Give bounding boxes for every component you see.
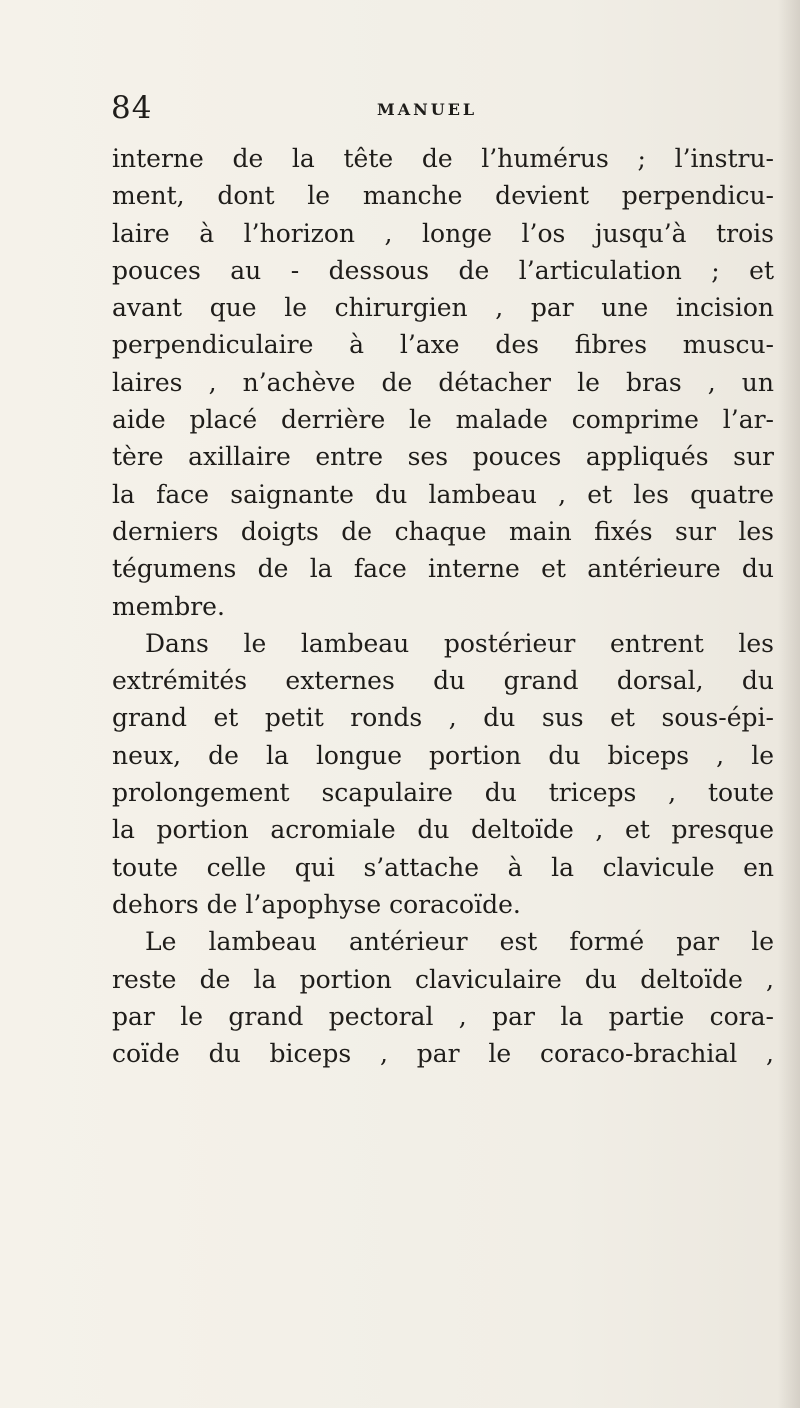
text-line: la portion acromiale du deltoïde , et presque (112, 815, 774, 845)
paragraph-end-line: membre. (112, 591, 225, 621)
text-line: coïde du biceps , par le coraco-brachial , (112, 1039, 774, 1069)
text-line: toute celle qui s’attache à la clavicule en (112, 852, 774, 882)
text-line: la face saignante du lambeau , et les quatre (112, 479, 774, 509)
page-header (111, 88, 691, 128)
text-line: laires , n’achève de détacher le bras , un (112, 367, 774, 397)
page-number: 84 (111, 90, 153, 126)
text-line: reste de la portion claviculaire du deltoïde , (112, 964, 774, 994)
page-edge-shadow (778, 0, 800, 1408)
running-head: MANUEL (377, 100, 478, 119)
text-line: perpendiculaire à l’axe des fibres muscu- (112, 330, 774, 360)
text-line: ment, dont le manche devient perpendicu- (112, 181, 774, 211)
text-line: aide placé derrière le malade comprime l’ar- (112, 405, 774, 435)
text-line: derniers doigts de chaque main fixés sur les (112, 516, 774, 546)
text-line: pouces au - dessous de l’articulation ; et (112, 255, 774, 285)
text-line: tère axillaire entre ses pouces appliqués sur (112, 442, 774, 472)
text-line: interne de la tête de l’humérus ; l’instru- (112, 144, 774, 173)
paragraph-start-line: Dans le lambeau postérieur entrent les (145, 628, 774, 658)
body-text (112, 140, 774, 1072)
text-line: grand et petit ronds , du sus et sous-épi- (112, 703, 774, 733)
text-line: par le grand pectoral , par la partie cora- (112, 1001, 774, 1031)
paragraph-end-line: dehors de l’apophyse coracoïde. (112, 889, 521, 919)
text-line: prolongement scapulaire du triceps , toute (112, 778, 774, 808)
text-line: neux, de la longue portion du biceps , le (112, 740, 774, 770)
paragraph-start-line: Le lambeau antérieur est formé par le (145, 927, 774, 957)
text-line: laire à l’horizon , longe l’os jusqu’à trois (112, 218, 774, 248)
text-line: avant que le chirurgien , par une incision (112, 293, 774, 323)
text-line: extrémités externes du grand dorsal, du (112, 666, 774, 696)
text-line: tégumens de la face interne et antérieure du (112, 554, 774, 584)
